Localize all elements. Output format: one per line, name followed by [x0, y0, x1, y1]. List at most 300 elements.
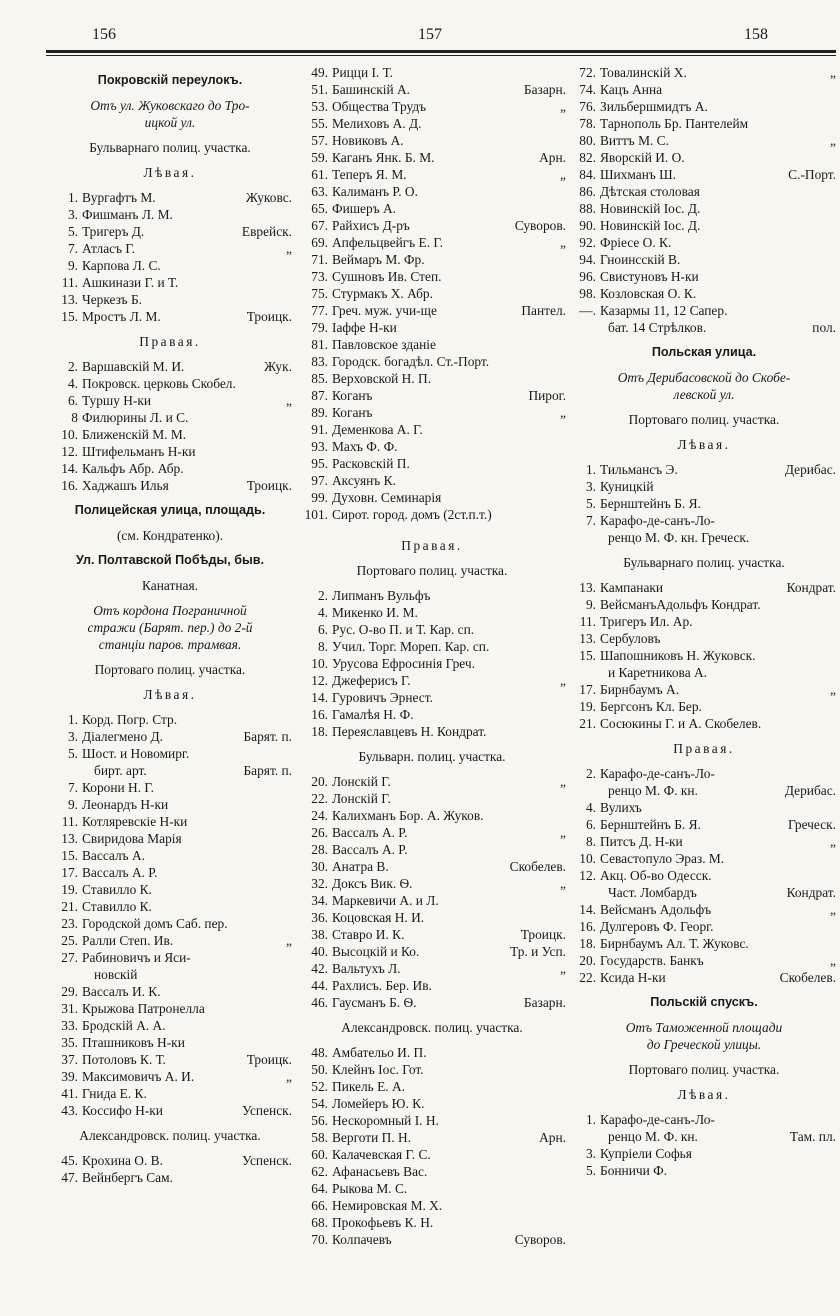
- directory-entry: [298, 64, 566, 81]
- spacer: [48, 350, 292, 358]
- house-number: 21.: [61, 899, 78, 914]
- directory-entry: [572, 833, 836, 850]
- house-number: 32.: [311, 876, 328, 891]
- directory-entry: [572, 681, 836, 698]
- entry-name: Вейнбергъ Сам.: [82, 1170, 173, 1185]
- page-number-left: 156: [92, 26, 116, 43]
- entry-cross-street: „: [557, 875, 566, 892]
- directory-entry: [572, 217, 836, 234]
- house-number: 48.: [311, 1045, 328, 1060]
- directory-entry: [298, 115, 566, 132]
- directory-entry: [572, 715, 836, 732]
- spacer: [572, 732, 836, 740]
- entry-name: Туршу Н-ки: [82, 393, 152, 408]
- entry-name: Стурмакъ Х. Абр.: [332, 286, 433, 301]
- column-2: [298, 64, 566, 1248]
- directory-entry: [572, 512, 836, 529]
- entry-name: Виттъ М. С.: [600, 133, 669, 148]
- directory-entry: [572, 1145, 836, 1162]
- directory-entry: [298, 1044, 566, 1061]
- entry-name: ВейсманъАдольфъ Кондрат.: [600, 597, 761, 612]
- street-range: левской ул.: [673, 387, 735, 402]
- entry-cross-street: „: [827, 132, 836, 149]
- house-number: 85.: [311, 371, 328, 386]
- directory-entry: [298, 1146, 566, 1163]
- directory-entry: [572, 918, 836, 935]
- column-1: [48, 64, 292, 1186]
- entry-cross-street: „: [827, 901, 836, 918]
- page-number-right: 158: [744, 26, 768, 43]
- house-number: 9.: [67, 797, 78, 812]
- house-number: 51.: [311, 82, 328, 97]
- directory-entry: [298, 234, 566, 251]
- entry-name: Куницкій: [600, 479, 654, 494]
- entry-name: Рахлисъ. Бер. Ив.: [332, 978, 432, 993]
- entry-name: Казармы 11, 12 Сапер.: [600, 303, 728, 318]
- entry-name: Джеферисъ Г.: [332, 673, 411, 688]
- entry-name: Вассалъ А. Р.: [332, 842, 408, 857]
- entry-name: Сирот. город. домъ (2ст.п.т.): [332, 507, 492, 522]
- entry-cross-street: пол.: [809, 319, 836, 336]
- directory-entry: [298, 689, 566, 706]
- entry-name: Тильмансъ Э.: [600, 462, 678, 477]
- police-district: Александровск. полиц. участка.: [79, 1128, 261, 1143]
- house-number: 4.: [67, 376, 78, 391]
- entry-name: Новинскій Іос. Д.: [600, 218, 701, 233]
- entry-cross-street: „: [557, 672, 566, 689]
- house-number: 6.: [585, 817, 596, 832]
- spacer: [572, 336, 836, 344]
- house-number: 22.: [579, 970, 596, 985]
- directory-entry: [572, 461, 836, 478]
- spacer: [298, 1036, 566, 1044]
- directory-entry: [298, 1197, 566, 1214]
- entry-cross-street: Суворов.: [512, 217, 566, 234]
- directory-entry: [298, 98, 566, 115]
- house-number: 50.: [311, 1062, 328, 1077]
- house-number: 98.: [579, 286, 596, 301]
- house-number: 63.: [311, 184, 328, 199]
- house-number: 40.: [311, 944, 328, 959]
- directory-entry: [572, 867, 836, 884]
- house-number: —.: [579, 303, 596, 318]
- entry-name: Кампанаки: [600, 580, 664, 595]
- entry-name: Ломейеръ Ю. К.: [332, 1096, 425, 1111]
- police-district: Портоваго полиц. участка.: [356, 563, 508, 578]
- house-number: 82.: [579, 150, 596, 165]
- directory-entry: [572, 234, 836, 251]
- house-number: 26.: [311, 825, 328, 840]
- directory-entry: [298, 489, 566, 506]
- entry-cross-street: „: [557, 960, 566, 977]
- police-district: Бульварн. полиц. участка.: [358, 749, 506, 764]
- entry-name: Карафо-де-санъ-Ло-: [600, 1112, 715, 1127]
- directory-entry: [298, 790, 566, 807]
- entry-name: Греч. муж. учи-ще: [332, 303, 437, 318]
- house-number: 16.: [579, 919, 596, 934]
- house-number: 12.: [61, 444, 78, 459]
- house-number: 20.: [311, 774, 328, 789]
- spacer: [48, 1144, 292, 1152]
- entry-name: Городск. богадѣл. Ст.-Порт.: [332, 354, 490, 369]
- directory-entry: [48, 728, 292, 745]
- directory-entry: [298, 302, 566, 319]
- directory-entry: [572, 98, 836, 115]
- street-heading: Польская улица.: [651, 345, 757, 359]
- entry-continuation: [572, 529, 836, 546]
- house-number: 3.: [585, 1146, 596, 1161]
- house-number: 70.: [311, 1232, 328, 1247]
- house-number: 12.: [579, 868, 596, 883]
- entry-name: Прокофьевъ К. Н.: [332, 1215, 434, 1230]
- directory-entry: [48, 796, 292, 813]
- directory-entry: [48, 1051, 292, 1068]
- entry-cross-street: „: [557, 234, 566, 251]
- entry-cross-street: Жук.: [261, 358, 292, 375]
- directory-entry: [48, 206, 292, 223]
- entry-cross-street: „: [557, 166, 566, 183]
- entry-name: Липманъ Вульфъ: [332, 588, 431, 603]
- directory-entry: [48, 1034, 292, 1051]
- house-number: 41.: [61, 1086, 78, 1101]
- house-number: 99.: [311, 490, 328, 505]
- directory-entry: [48, 308, 292, 325]
- entry-name: Мелиховъ А. Д.: [332, 116, 422, 131]
- directory-entry: [48, 830, 292, 847]
- house-number: 33.: [61, 1018, 78, 1033]
- entry-cross-street: Еврейск.: [239, 223, 292, 240]
- entry-name: Калачевская Г. С.: [332, 1147, 431, 1162]
- entry-name: Шихманъ Ш.: [600, 167, 676, 182]
- entry-name: Покровск. церковь Скобел.: [82, 376, 236, 391]
- entry-name: Ашкинази Г. и Т.: [82, 275, 179, 290]
- directory-entry: [572, 268, 836, 285]
- entry-cross-street: Дерибас.: [782, 461, 836, 478]
- directory-entry: [48, 881, 292, 898]
- house-number: 22.: [311, 791, 328, 806]
- entry-name: Дѣтская столовая: [600, 184, 700, 199]
- house-number: 8.: [317, 639, 328, 654]
- header-rule-thin: [46, 55, 836, 56]
- entry-name: Шапошниковъ Н. Жуковск.: [600, 648, 756, 663]
- side-heading: Лѣвая.: [677, 437, 731, 452]
- entry-cross-street: Барят. п.: [240, 762, 292, 779]
- entry-name: Ралли Степ. Ив.: [82, 933, 174, 948]
- spacer: [572, 757, 836, 765]
- house-number: 1.: [67, 712, 78, 727]
- directory-entry: [298, 1214, 566, 1231]
- directory-entry: [298, 655, 566, 672]
- entry-name: Бонничи Ф.: [600, 1163, 668, 1178]
- house-number: 8: [71, 410, 78, 425]
- side-heading: Правая.: [401, 538, 463, 553]
- house-number: 29.: [61, 984, 78, 999]
- entry-name: Верховской Н. П.: [332, 371, 432, 386]
- directory-entry: [298, 1231, 566, 1248]
- house-number: 37.: [61, 1052, 78, 1067]
- spacer: [48, 89, 292, 97]
- house-number: 101.: [304, 507, 328, 522]
- entry-name: Ксида Н-ки: [600, 970, 666, 985]
- directory-entry: [298, 926, 566, 943]
- directory-entry: [48, 1000, 292, 1017]
- entry-continuation: [572, 1128, 836, 1145]
- house-number: 73.: [311, 269, 328, 284]
- entry-cross-street: Троицк.: [244, 477, 292, 494]
- spacer: [48, 494, 292, 502]
- entry-cross-street: Кондрат.: [784, 884, 836, 901]
- entry-name: Башинскій А.: [332, 82, 410, 97]
- entry-name: Городской домъ Саб. пер.: [82, 916, 228, 931]
- spacer: [48, 678, 292, 686]
- entry-name: Шост. и Новомирг.: [82, 746, 190, 761]
- directory-entry: [298, 638, 566, 655]
- entry-name: Вальтухъ Л.: [332, 961, 401, 976]
- entry-name: Котляревскіе Н-ки: [82, 814, 188, 829]
- house-number: 23.: [61, 916, 78, 931]
- column-3: [572, 64, 836, 1179]
- entry-name: и Каретникова А.: [608, 665, 708, 680]
- entry-cross-street: „: [283, 240, 292, 257]
- entry-name: бирт. арт.: [94, 763, 147, 778]
- directory-entry: [48, 779, 292, 796]
- entry-cross-street: „: [827, 952, 836, 969]
- house-number: 91.: [311, 422, 328, 437]
- entry-name: Фишманъ Л. М.: [82, 207, 173, 222]
- house-number: 5.: [585, 1163, 596, 1178]
- house-number: 84.: [579, 167, 596, 182]
- house-number: 88.: [579, 201, 596, 216]
- house-number: 76.: [579, 99, 596, 114]
- directory-entry: [298, 994, 566, 1011]
- entry-name: Общества Трудъ: [332, 99, 427, 114]
- entry-name: Афанасьевъ Вас.: [332, 1164, 428, 1179]
- directory-entry: [48, 375, 292, 392]
- house-number: 21.: [579, 716, 596, 731]
- directory-entry: [298, 1112, 566, 1129]
- spacer: [298, 740, 566, 748]
- entry-name: Карафо-де-санъ-Ло-: [600, 766, 715, 781]
- entry-name: Фишеръ А.: [332, 201, 396, 216]
- directory-entry: [48, 1017, 292, 1034]
- directory-entry: [572, 850, 836, 867]
- spacer: [48, 64, 292, 72]
- house-number: 35.: [61, 1035, 78, 1050]
- entry-name: Черкезъ Б.: [82, 292, 142, 307]
- entry-name: Леонардъ Н-ки: [82, 797, 169, 812]
- entry-name: Учил. Торг. Мореп. Кар. сп.: [332, 639, 490, 654]
- entry-name: Амбательо И. П.: [332, 1045, 427, 1060]
- directory-entry: [298, 421, 566, 438]
- entry-name: Рыкова М. С.: [332, 1181, 408, 1196]
- street-range: до Греческой улицы.: [646, 1037, 762, 1052]
- directory-entry: [48, 915, 292, 932]
- house-number: 81.: [311, 337, 328, 352]
- directory-entry: [298, 319, 566, 336]
- directory-entry: [572, 1162, 836, 1179]
- entry-name: Іаффе Н-ки: [332, 320, 397, 335]
- street-range: Отъ ул. Жуковскаго до Тро-: [90, 98, 250, 113]
- house-number: 13.: [579, 631, 596, 646]
- directory-entry: [572, 969, 836, 986]
- directory-entry: [48, 1152, 292, 1169]
- house-number: 55.: [311, 116, 328, 131]
- directory-entry: [48, 898, 292, 915]
- house-number: 72.: [579, 65, 596, 80]
- directory-entry: [48, 983, 292, 1000]
- house-number: 96.: [579, 269, 596, 284]
- entry-name: Корони Н. Г.: [82, 780, 154, 795]
- directory-entry: [572, 816, 836, 833]
- directory-entry: [572, 478, 836, 495]
- directory-entry: [298, 438, 566, 455]
- police-district: Портоваго полиц. участка.: [628, 412, 780, 427]
- house-number: 17.: [61, 865, 78, 880]
- entry-name: Вургафтъ М.: [82, 190, 156, 205]
- house-number: 47.: [61, 1170, 78, 1185]
- directory-entry: [298, 404, 566, 421]
- entry-name: Коцовская Н. И.: [332, 910, 425, 925]
- entry-name: Дулгеровъ Ф. Георг.: [600, 919, 714, 934]
- house-number: 7.: [585, 513, 596, 528]
- entry-name: Духовн. Семинарія: [332, 490, 442, 505]
- house-number: 65.: [311, 201, 328, 216]
- entry-name: Бернштейнъ Б. Я.: [600, 496, 701, 511]
- house-number: 80.: [579, 133, 596, 148]
- entry-name: Част. Ломбардъ: [608, 885, 697, 900]
- house-number: 74.: [579, 82, 596, 97]
- entry-name: Потоловъ К. Т.: [82, 1052, 166, 1067]
- directory-entry: [572, 64, 836, 81]
- house-number: 5.: [67, 224, 78, 239]
- entry-name: Козловская О. К.: [600, 286, 697, 301]
- entry-name: Вассалъ А. Р.: [82, 865, 158, 880]
- house-number: 89.: [311, 405, 328, 420]
- entry-name: Каганъ Янк. Б. М.: [332, 150, 435, 165]
- entry-name: Бирнбаумъ А.: [600, 682, 680, 697]
- house-number: 2.: [317, 588, 328, 603]
- entry-name: ренцо М. Ф. кн. Греческ.: [608, 530, 750, 545]
- entry-name: Рицци І. Т.: [332, 65, 393, 80]
- directory-entry: [298, 506, 566, 523]
- entry-name: Гнида Е. К.: [82, 1086, 147, 1101]
- entry-name: Филюрины Л. и С.: [82, 410, 189, 425]
- directory-entry: [298, 200, 566, 217]
- street-range: ицкой ул.: [144, 115, 196, 130]
- entry-name: Вассалъ И. К.: [82, 984, 161, 999]
- directory-entry: [298, 723, 566, 740]
- house-number: 45.: [61, 1153, 78, 1168]
- directory-entry: [572, 952, 836, 969]
- header-rule: [46, 50, 836, 53]
- directory-entry: [48, 932, 292, 949]
- house-number: 61.: [311, 167, 328, 182]
- house-number: 69.: [311, 235, 328, 250]
- entry-name: Новиковъ А.: [332, 133, 404, 148]
- spacer: [48, 1119, 292, 1127]
- entry-name: новскій: [94, 967, 138, 982]
- entry-cross-street: „: [827, 833, 836, 850]
- house-number: 5.: [585, 496, 596, 511]
- directory-entry: [572, 901, 836, 918]
- house-number: 64.: [311, 1181, 328, 1196]
- directory-entry: [572, 613, 836, 630]
- entry-name: Гуровичъ Эрнест.: [332, 690, 433, 705]
- entry-name: Новинскій Іос. Д.: [600, 201, 701, 216]
- directory-entry: [298, 824, 566, 841]
- entry-name: Ставилло К.: [82, 882, 152, 897]
- entry-cross-street: С.-Порт.: [785, 166, 836, 183]
- directory-entry: [48, 1085, 292, 1102]
- house-number: 66.: [311, 1198, 328, 1213]
- spacer: [572, 1053, 836, 1061]
- entry-name: Деменкова А. Г.: [332, 422, 423, 437]
- house-number: 3.: [67, 729, 78, 744]
- entry-cross-street: Базарн.: [521, 81, 566, 98]
- directory-entry: [572, 200, 836, 217]
- house-number: 11.: [61, 814, 78, 829]
- directory-entry: [298, 166, 566, 183]
- entry-cross-street: Арн.: [536, 149, 566, 166]
- entry-name: Купріели Софья: [600, 1146, 692, 1161]
- entry-name: Сосюкины Г. и А. Скобелев.: [600, 716, 762, 731]
- house-number: 39.: [61, 1069, 78, 1084]
- house-number: 24.: [311, 808, 328, 823]
- street-heading: Польскій спускъ.: [650, 995, 758, 1009]
- entry-name: Лонскій Г.: [332, 791, 391, 806]
- house-number: 5.: [67, 746, 78, 761]
- house-number: 30.: [311, 859, 328, 874]
- entry-name: Государств. Банкъ: [600, 953, 704, 968]
- entry-name: Бергсонъ Кл. Бер.: [600, 699, 702, 714]
- house-number: 43.: [61, 1103, 78, 1118]
- entry-name: Ставилло К.: [82, 899, 152, 914]
- directory-entry: [298, 587, 566, 604]
- entry-cross-street: Жуковс.: [243, 189, 292, 206]
- directory-entry: [298, 943, 566, 960]
- entry-cross-street: Успенск.: [239, 1152, 292, 1169]
- entry-name: Коганъ: [332, 388, 373, 403]
- page-number-center: 157: [418, 26, 442, 43]
- entry-name: Тарнополь Бр. Пантелейм: [600, 116, 749, 131]
- entry-name: Колпачевъ: [332, 1232, 392, 1247]
- entry-cross-street: „: [557, 824, 566, 841]
- entry-name: Доксъ Вик. Ѳ.: [332, 876, 413, 891]
- entry-name: Тригеръ Д.: [82, 224, 145, 239]
- entry-name: ренцо М. Ф. кн.: [608, 1129, 698, 1144]
- entry-continuation: [48, 966, 292, 983]
- house-number: 9.: [585, 597, 596, 612]
- directory-entry: [298, 604, 566, 621]
- house-number: 54.: [311, 1096, 328, 1111]
- house-number: 13.: [61, 292, 78, 307]
- spacer: [572, 986, 836, 994]
- entry-name: Райхисъ Д-ръ: [332, 218, 410, 233]
- side-heading: Лѣвая.: [143, 687, 197, 702]
- spacer: [48, 181, 292, 189]
- entry-name: Коссифо Н-ки: [82, 1103, 163, 1118]
- entry-name: Кальфъ Абр. Абр.: [82, 461, 184, 476]
- house-number: 77.: [311, 303, 328, 318]
- entry-name: Крохина О. В.: [82, 1153, 163, 1168]
- street-range: Отъ кордона Пограничной: [93, 603, 247, 618]
- entry-cross-street: Троицк.: [244, 1051, 292, 1068]
- street-heading: Покровскій переулокъ.: [97, 73, 243, 87]
- spacer: [298, 523, 566, 537]
- street-range: станціи паров. трамвая.: [98, 637, 242, 652]
- house-number: 60.: [311, 1147, 328, 1162]
- directory-entry: [298, 268, 566, 285]
